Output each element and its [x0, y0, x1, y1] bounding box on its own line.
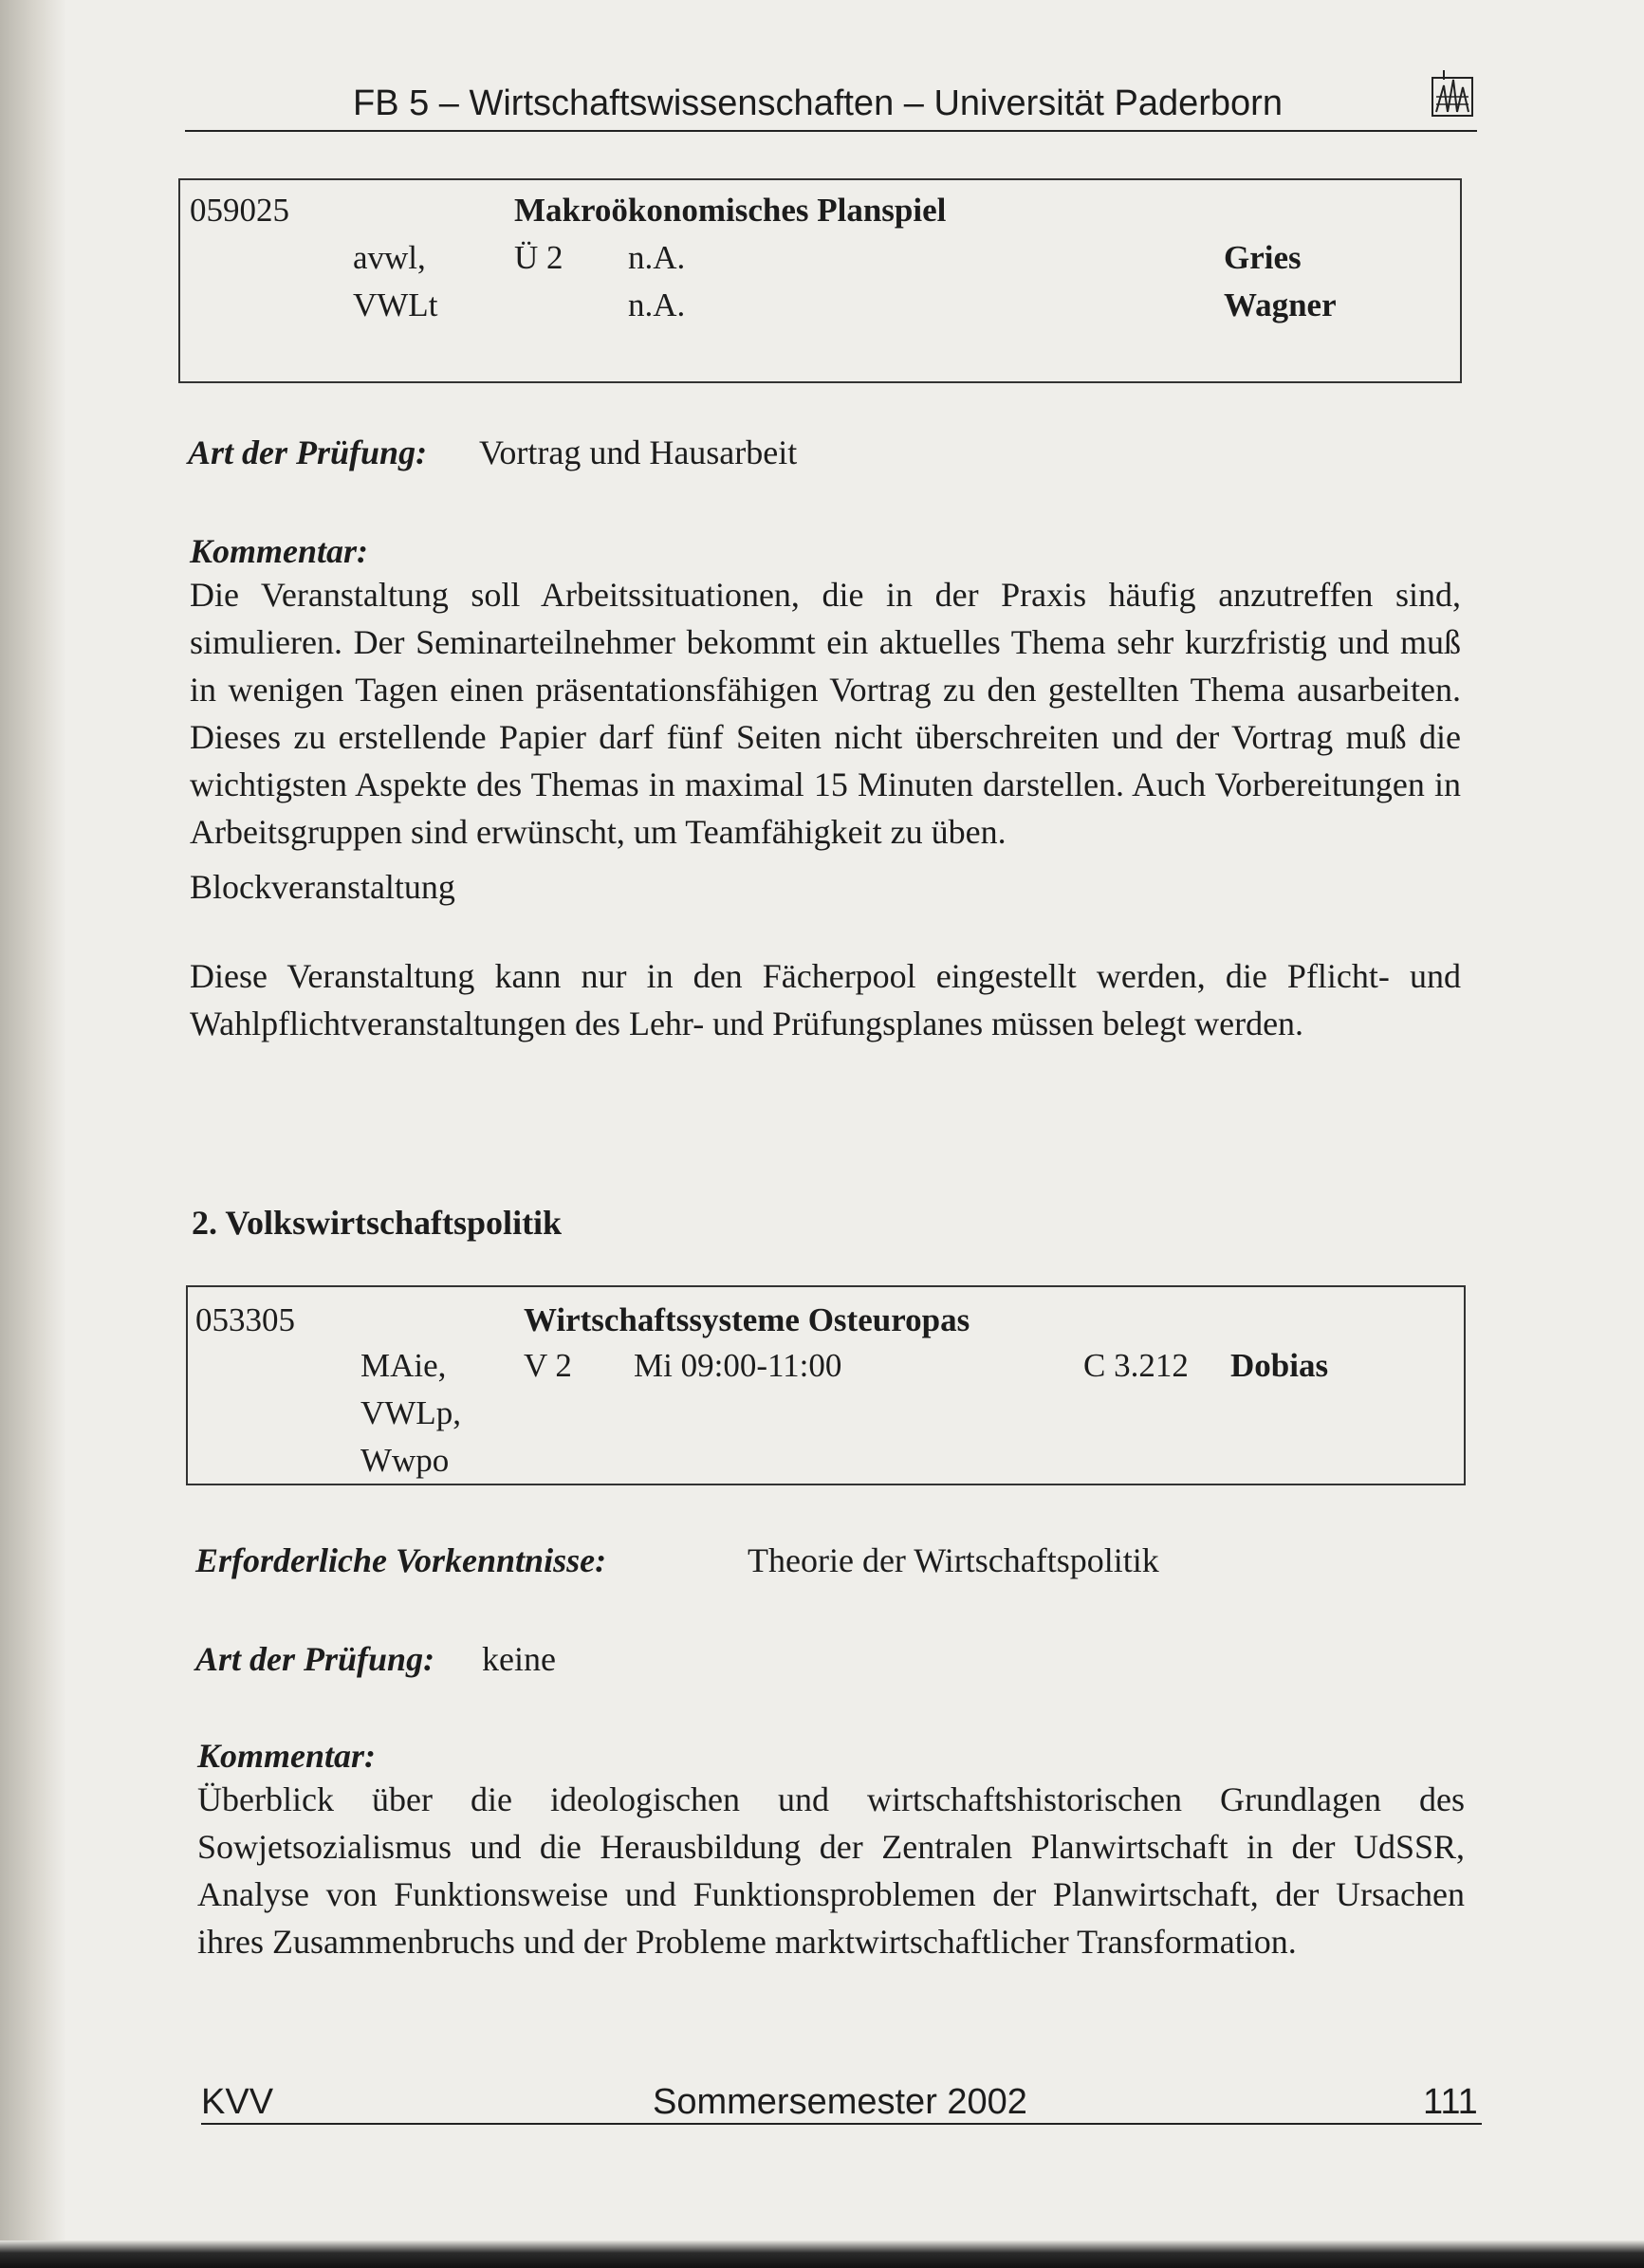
course-title: Makroökonomisches Planspiel [514, 192, 947, 229]
prereq-value: Theorie der Wirtschaftspolitik [748, 1541, 1159, 1579]
course-room: C 3.212 [1083, 1347, 1189, 1384]
university-logo-icon [1431, 68, 1474, 118]
course-type: V 2 [524, 1347, 572, 1384]
course-number: 053305 [195, 1301, 295, 1338]
course-title: Wirtschaftssysteme Osteuropas [524, 1301, 970, 1338]
page-bottom-edge [0, 2240, 1644, 2268]
course-program: avwl, [353, 239, 426, 276]
course-program: Wwpo [360, 1442, 450, 1479]
course-number: 059025 [190, 192, 289, 229]
comment-paragraph: Überblick über die ideologischen und wirtschaftshistorischen Grundlagen des Sowjetsozialismus und die Herausbildung der Zentralen Planwirtschaft in der UdSSR, Analyse von Funktionsweise und Funktionsproblemen der Planwirtschaft, der Ursachen ihres Zusammenbruchs und der Probleme marktwirtschaftlicher Transformation. [197, 1780, 1465, 1961]
page-binding-shadow [0, 0, 66, 2268]
course-time: Mi 09:00-11:00 [634, 1347, 842, 1384]
course-program: VWLp, [360, 1394, 461, 1431]
header-rule [185, 130, 1477, 132]
comment-label: Kommentar: [197, 1737, 377, 1775]
footer-left: KVV [201, 2082, 274, 2122]
prereq-label: Erforderliche Vorkenntnisse: [195, 1541, 607, 1579]
exam-value: keine [482, 1640, 556, 1678]
comment-label: Kommentar: [190, 532, 369, 570]
pool-note: Diese Veranstaltung kann nur in den Fächerpool eingestellt werden, die Pflicht- und Wahlpflichtveranstaltungen des Lehr- und Prüfungsplanes müssen belegt werden. [190, 957, 1461, 1042]
comment-paragraph: Die Veranstaltung soll Arbeitssituationen, die in der Praxis häufig anzutreffen sind, simulieren. Der Seminarteilnehmer bekommt ein aktuelles Thema sehr kurzfristig und muß in wenigen Tagen einen präsentationsfähigen Vortrag zu den gestellten Thema ausarbeiten. Dieses zu erstellende Papier darf fünf Seiten nicht überschreiten und der Vortrag muß die wichtigsten Aspekte des Themas in maximal 15 Minuten darstellen. Auch Vorbereitungen in Arbeitsgruppen sind erwünscht, um Teamfähigkeit zu üben. [190, 576, 1461, 851]
course-time: n.A. [628, 239, 686, 276]
exam-label: Art der Prüfung: [188, 433, 428, 471]
course-time: n.A. [628, 286, 686, 323]
course-lecturer: Wagner [1224, 286, 1337, 323]
course-program: VWLt [353, 286, 438, 323]
exam-value: Vortrag und Hausarbeit [479, 433, 798, 471]
footer-center: Sommersemester 2002 [653, 2082, 1027, 2122]
course-lecturer: Dobias [1230, 1347, 1329, 1384]
section-heading: 2. Volkswirtschaftspolitik [192, 1204, 563, 1242]
page-header-title: FB 5 – Wirtschaftswissenschaften – Universität Paderborn [353, 83, 1283, 123]
course-lecturer: Gries [1224, 239, 1302, 276]
course-type: Ü 2 [514, 239, 563, 276]
course-program: MAie, [360, 1347, 447, 1384]
exam-label: Art der Prüfung: [195, 1640, 435, 1678]
page-number: 111 [1423, 2082, 1478, 2122]
block-note: Blockveranstaltung [190, 868, 455, 906]
footer-rule [201, 2123, 1482, 2125]
